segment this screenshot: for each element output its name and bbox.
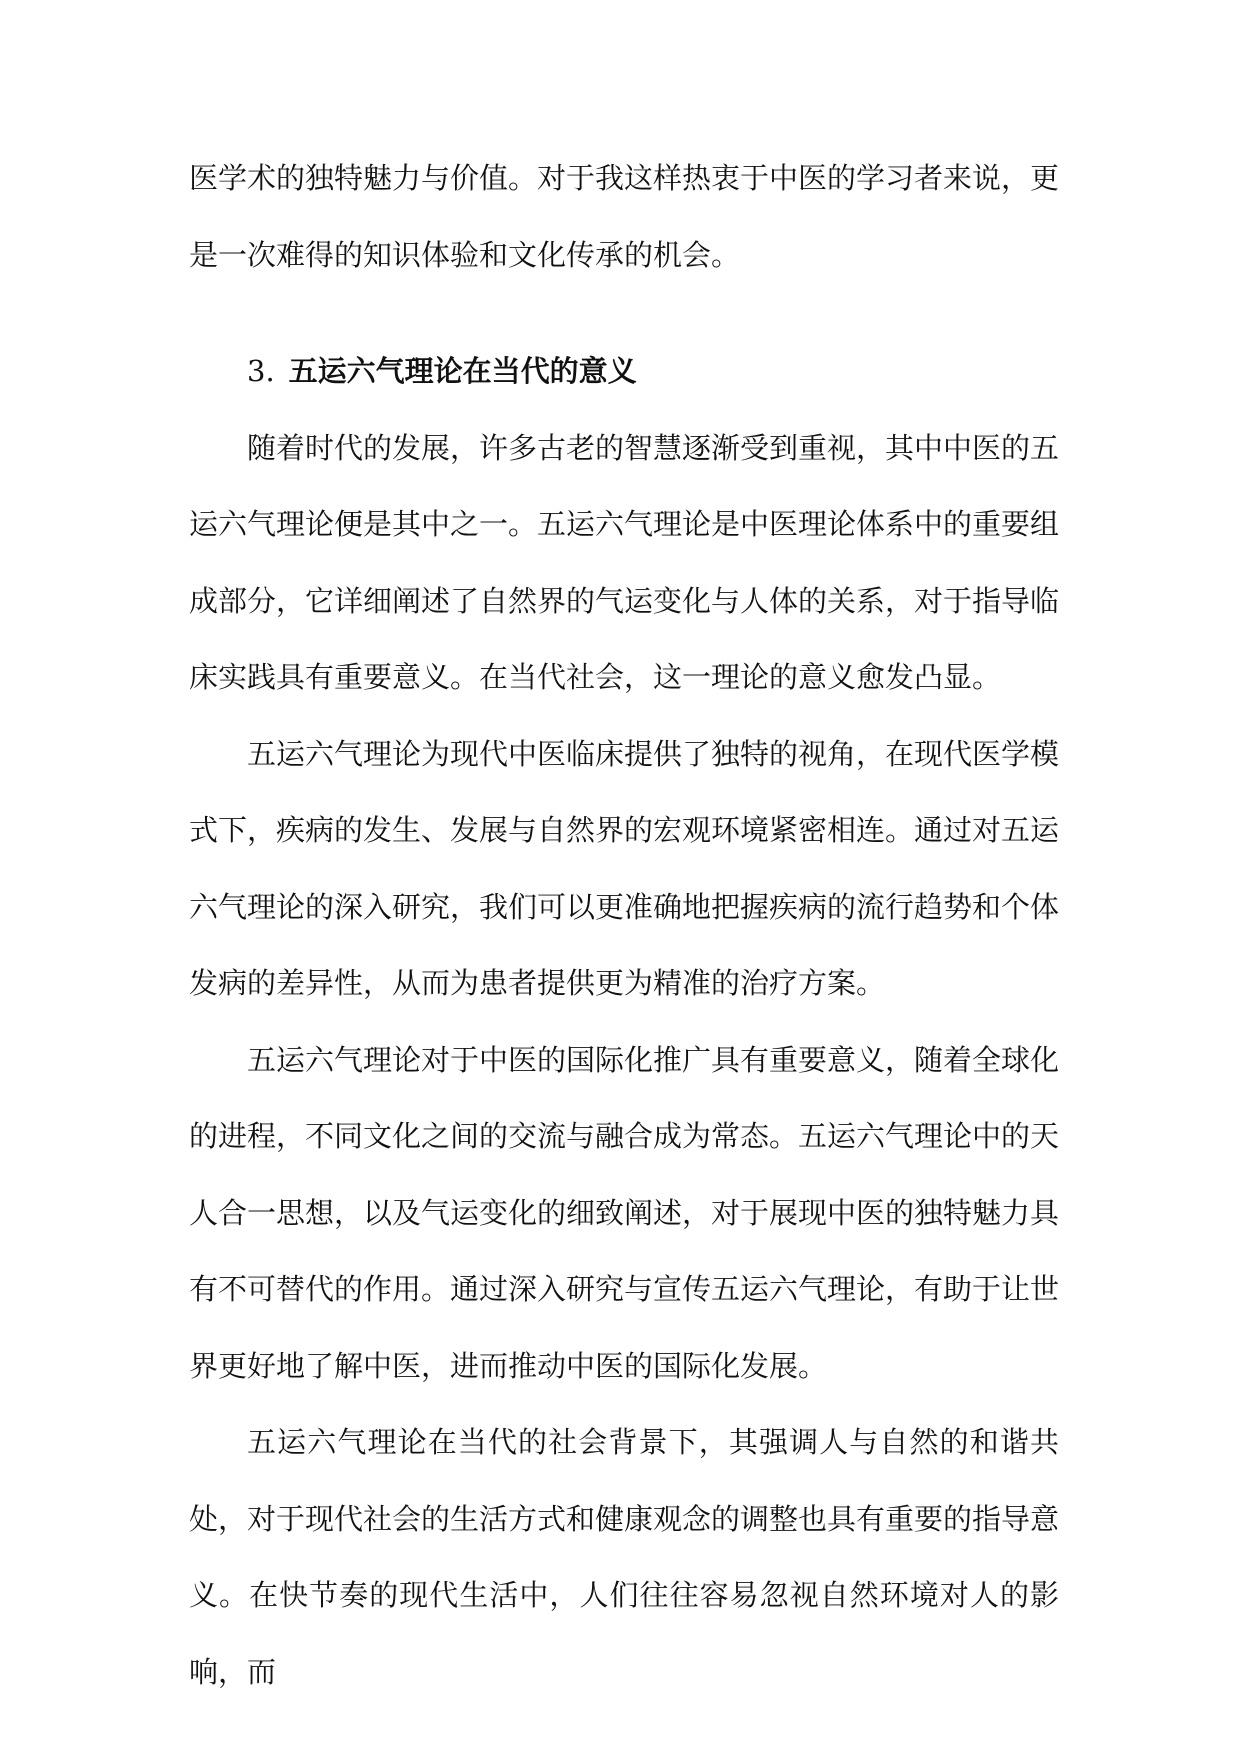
section-heading [189, 333, 1059, 410]
body-paragraph-3: 五运六气理论对于中医的国际化推广具有重要意义，随着全球化的进程，不同文化之间的交流与融合成为常态。五运六气理论中的天人合一思想，以及气运变化的细致阐述，对于展现中医的独特魅力具有不可替代的作用。通过深入研究与宣传五运六气理论，有助于让世界更好地了解中医，进而推动中医的国际化发展。 [189, 1042, 1060, 1383]
body-paragraph-2: 五运六气理论为现代中医临床提供了独特的视角，在现代医学模式下，疾病的发生、发展与自然界的宏观环境紧密相连。通过对五运六气理论的深入研究，我们可以更准确地把握疾病的流行趋势和个体发病的差异性，从而为患者提供更为精准的治疗方案。 [189, 736, 1060, 1000]
document-body [189, 140, 1059, 1710]
body-paragraph-1: 随着时代的发展，许多古老的智慧逐渐受到重视，其中中医的五运六气理论便是其中之一。五运六气理论是中医理论体系中的重要组成部分，它详细阐述了自然界的气运变化与人体的关系，对于指导临床实践具有重要意义。在当代社会，这一理论的意义愈发凸显。 [189, 430, 1060, 694]
continued-paragraph: 医学术的独特魅力与价值。对于我这样热衷于中医的学习者来说，更是一次难得的知识体验和文化传承的机会。 [189, 161, 1060, 272]
section-title: 五运六气理论在当代的意义 [288, 354, 637, 388]
body-paragraph-4: 五运六气理论在当代的社会背景下，其强调人与自然的和谐共处，对于现代社会的生活方式和健康观念的调整也具有重要的指导意义。在快节奏的现代生活中，人们往往容易忽视自然环境对人的影响，而 [189, 1425, 1060, 1689]
section-number: 3. [247, 354, 275, 388]
